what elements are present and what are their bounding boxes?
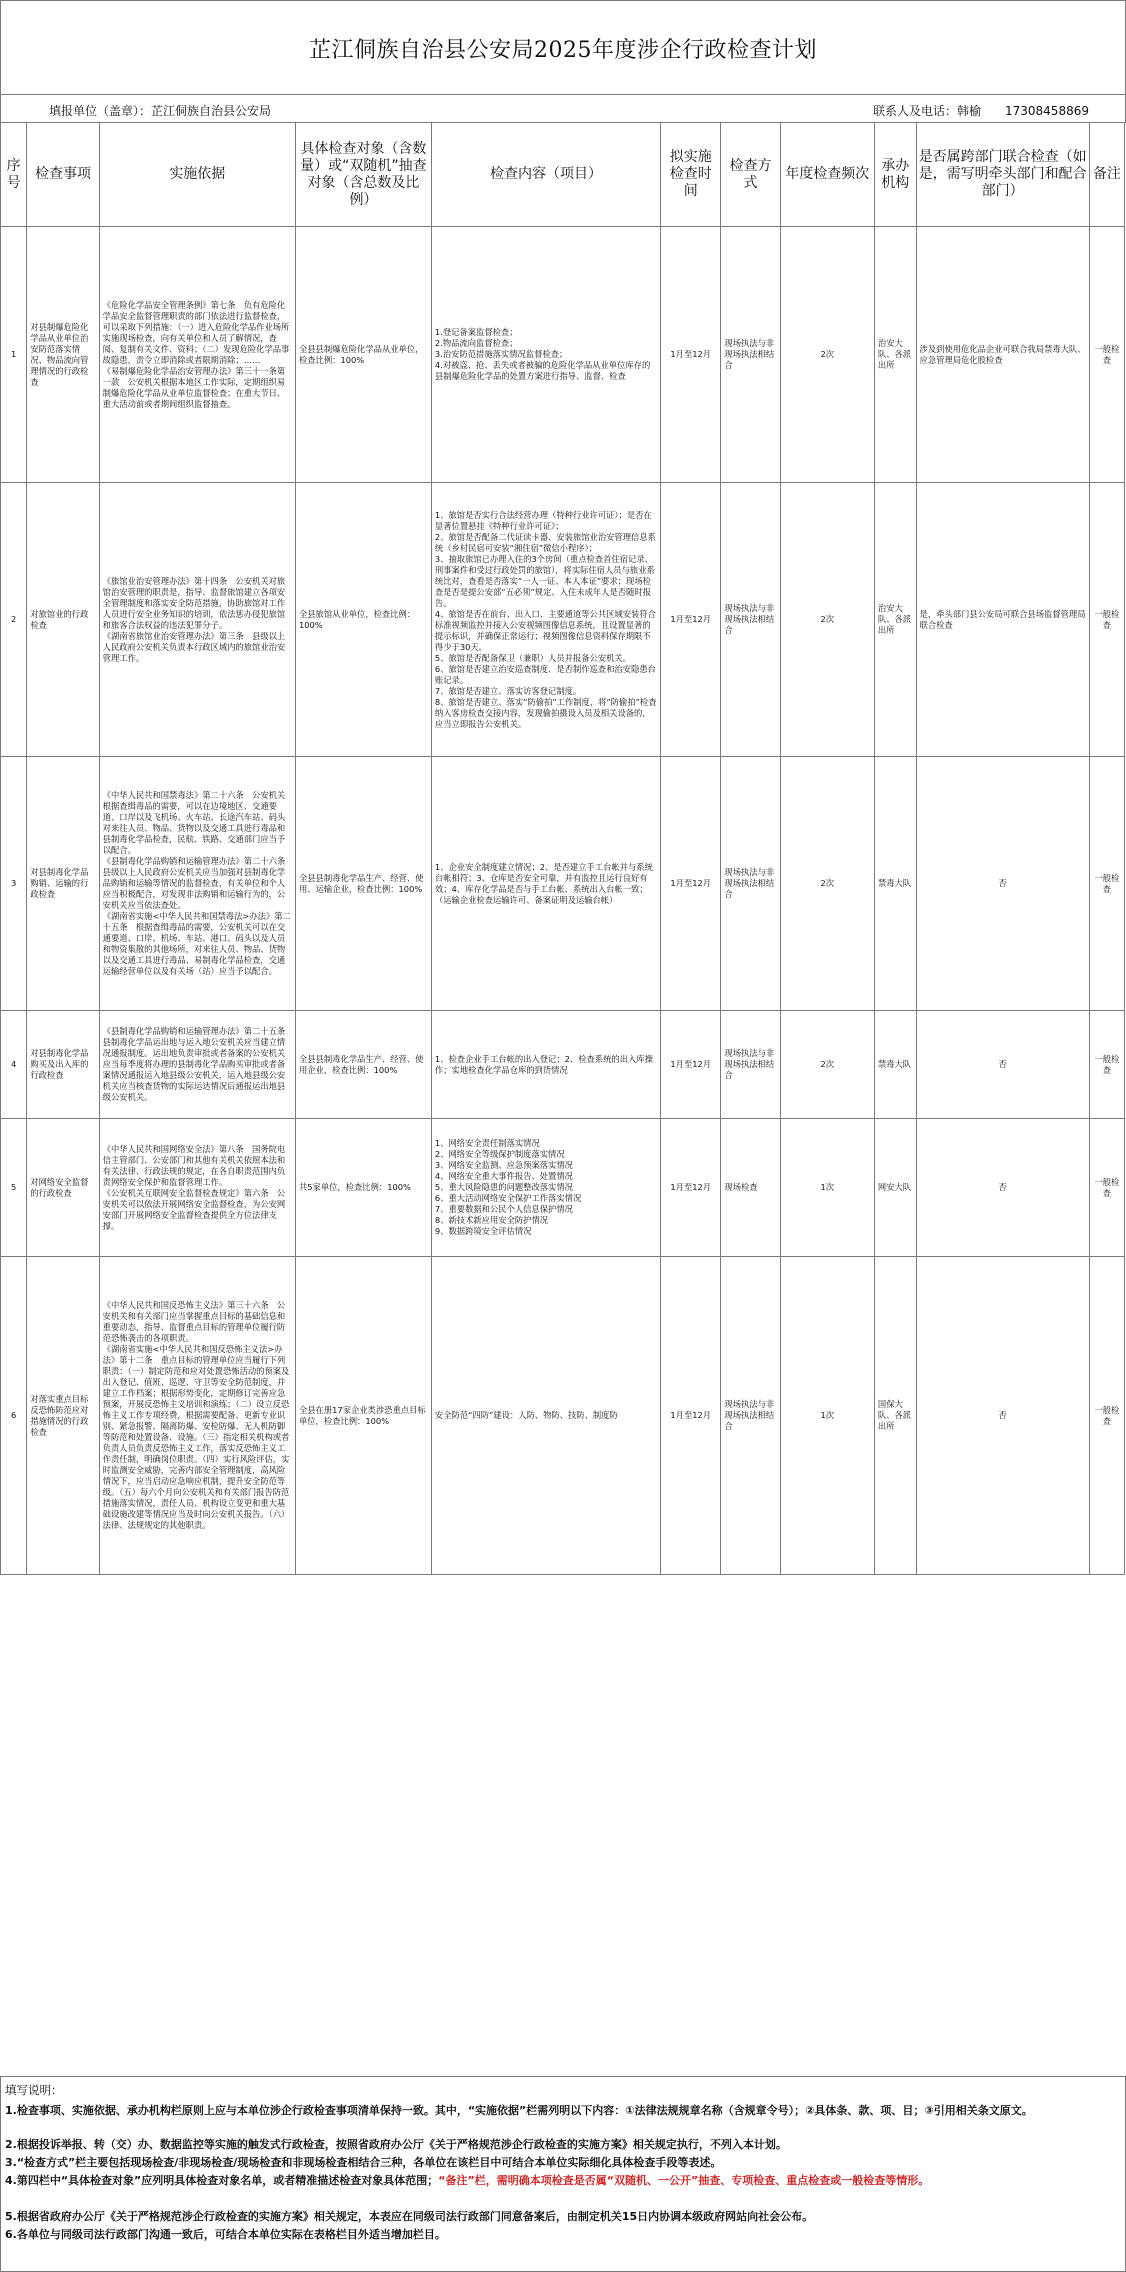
row-joint: 否 [916, 757, 1089, 1011]
row-remark: 一般检查 [1089, 1119, 1124, 1257]
row-content: 1、网络安全责任制落实情况 2、网络安全等级保护制度落实情况 3、网络安全监测、应急预案落实情况 4、网络安全重大事件报告、处置情况 5、重大风险隐患的问题整改落实情况 6、重大活动网络安全保护工作落实情况 7、重要数据和公民个人信息保护情况 8、新技术新应用安全防护情况 9、数据跨境安全评估情况 [431, 1119, 660, 1257]
instruction-4-remark: “备注”栏，需明确本项检查是否属“双随机、一公开”抽查、专项检查、重点检查或一般检查等情形。 [438, 2174, 930, 2187]
row-org: 禁毒大队 [874, 757, 916, 1011]
instruction-5: 5.根据省政府办公厅《关于严格规范涉企行政检查的实施方案》相关规定，本表应在同级司法行政部门同意备案后，由制定机关15日内协调本级政府网站向社会公布。 [5, 2210, 814, 2223]
row-org: 治安大队、各派出所 [874, 227, 916, 483]
instruction-3: 3.“检查方式”栏主要包括现场检查/非现场检查/现场检查和非现场检查相结合三种，各单位在该栏目中可结合本单位实际细化具体检查手段等表述。 [5, 2156, 722, 2169]
row-target: 全县旅馆从业单位，检查比例：100% [295, 483, 431, 757]
row-basis: 《县制毒化学品购销和运输管理办法》第二十五条 县制毒化学品运出地与运入地公安机关应当建立情况通报制度。运出地负责审批或者备案的公安机关应当每季度将办理的县制毒化学品购买审批或者备案情况通报运入地县级公安机关，运入地县级公安机关应当核查货物的实际运达情况后通报运出地县级公安机关。 [99, 1011, 295, 1119]
row-remark: 一般检查 [1089, 1011, 1124, 1119]
header-target: 具体检查对象（含数量）或“双随机”抽查对象（含总数及比例） [295, 123, 431, 227]
row-basis: 《旅馆业治安管理办法》第十四条 公安机关对旅馆治安管理的职责是，指导、监督旅馆建立各项安全管理制度和落实安全防范措施，协助旅馆对工作人员进行安全业务知识的培训，依法惩办侵犯旅馆和旅客合法权益的违法犯罪分子。 《湖南省旅馆业治安管理办法》第三条 县级以上人民政府公安机关负责本行政区域内的旅馆业治安管理工作。 [99, 483, 295, 757]
row-target: 全县县制爆危险化学品从业单位，检查比例：100% [295, 227, 431, 483]
title-row [0, 0, 1126, 95]
table-row [1, 1011, 1125, 1119]
row-target: 全县县制毒化学品生产、经营、使用、运输企业，检查比例：100% [295, 757, 431, 1011]
instructions-section [0, 2076, 1126, 2272]
row-remark: 一般检查 [1089, 227, 1124, 483]
row-method: 现场执法与非现场执法相结合 [721, 227, 780, 483]
filler-unit: 填报单位（盖章）：芷江侗族自治县公安局 [49, 104, 272, 118]
header-no: 序号 [1, 123, 27, 227]
row-target: 全县县制毒化学品生产、经营、使用企业，检查比例：100% [295, 1011, 431, 1119]
row-time: 1月至12月 [661, 757, 721, 1011]
row-joint: 否 [916, 1119, 1089, 1257]
row-no: 2 [1, 483, 27, 757]
row-item: 对县制毒化学品购销、运输的行政检查 [27, 757, 99, 1011]
header-item: 检查事项 [27, 123, 99, 227]
row-no: 3 [1, 757, 27, 1011]
page-title: 芷江侗族自治县公安局2025年度涉企行政检查计划 [309, 37, 817, 63]
row-org: 禁毒大队 [874, 1011, 916, 1119]
row-frequency: 2次 [780, 483, 874, 757]
table-header-row [1, 123, 1125, 227]
row-time: 1月至12月 [661, 1257, 721, 1575]
row-content: 1、企业安全制度建立情况；2、是否建立手工台帐并与系统台帐相符；3、仓库是否安全可靠，并有监控且运行良好有效；4、库存化学品是否与手工台帐、系统出入台帐一致；（运输企业检查运输许可、备案证明及运输台帐） [431, 757, 660, 1011]
row-item: 对旅馆业的行政检查 [27, 483, 99, 757]
row-basis: 《中华人民共和国网络安全法》第八条 国务院电信主管部门、公安部门和其他有关机关依照本法和有关法律、行政法规的规定，在各自职责范围内负责网络安全保护和监督管理工作。 《公安机关互联网安全监督检查规定》第六条 公安机关可以依法开展网络安全监督检查，为公安网安部门开展网络安全监督检查提供全方位法律支撑。 [99, 1119, 295, 1257]
row-no: 6 [1, 1257, 27, 1575]
contact-info: 联系人及电话：韩榆 17308458869 [873, 104, 1089, 118]
header-basis: 实施依据 [99, 123, 295, 227]
row-frequency: 2次 [780, 1011, 874, 1119]
row-time: 1月至12月 [661, 227, 721, 483]
row-method: 现场检查 [721, 1119, 780, 1257]
row-joint: 否 [916, 1257, 1089, 1575]
row-item: 对落实重点目标反恐怖防范应对措施情况的行政检查 [27, 1257, 99, 1575]
row-basis: 《中华人民共和国反恐怖主义法》第三十六条 公安机关和有关部门应当掌握重点目标的基础信息和重要动态，指导、监督重点目标的管理单位履行防范恐怖袭击的各项职责。 《湖南省实施<中华人民共和国反恐怖主义法>办法》第十二条 重点目标的管理单位应当履行下列职责：（一）制定防范和应对处置恐怖活动的预案及出入登记、值班、巡逻、守卫等安全防范制度，并建立工作档案；根据形势变化，定期修订完善应急预案，开展反恐怖主义培训和演练；（二）设立反恐怖主义工作专项经费，根据需要配备、更新专业识别、紧急报警、隔离防爆、安检防爆、无人机防御等防范和处置设备、设施。（三）指定相关机构或者负责人员负责反恐怖主义工作，落实反恐怖主义工作责任制，明确岗位职责。（四）实行风险评估，实时监测安全威胁，完善内部安全管理制度，高风险情况下，应当启动应急响应机制，提升安全防范等级。（五）每六个月向公安机关和有关部门报告防范措施落实情况，责任人员、机构设立变更和重大基础设施改建等情况应当及时向公安机关报告。（六）法律、法规规定的其他职责。 [99, 1257, 295, 1575]
row-no: 1 [1, 227, 27, 483]
row-basis: 《危险化学品安全管理条例》第七条 负有危险化学品安全监督管理职责的部门依法进行监督检查，可以采取下列措施：（一）进入危险化学品作业场所实施现场检查，向有关单位和人员了解情况，查阅、复制有关文件、资料；（二）发现危险化学品事故隐患，责令立即消除或者限期消除；…… 《易制爆危险化学品治安管理办法》第三十一条第一款 公安机关根据本地区工作实际，定期组织易制爆危险化学品从业单位监督检查；在重大节日、重大活动前或者期间组织监督抽查。 [99, 227, 295, 483]
row-no: 4 [1, 1011, 27, 1119]
header-content: 检查内容（项目） [431, 123, 660, 227]
row-frequency: 2次 [780, 227, 874, 483]
row-target: 全县在册17家企业类涉恐重点目标单位，检查比例：100% [295, 1257, 431, 1575]
row-time: 1月至12月 [661, 1119, 721, 1257]
row-frequency: 1次 [780, 1119, 874, 1257]
row-method: 现场执法与非现场执法相结合 [721, 1011, 780, 1119]
row-method: 现场执法与非现场执法相结合 [721, 1257, 780, 1575]
instruction-1: 1.检查事项、实施依据、承办机构栏原则上应与本单位涉企行政检查事项清单保持一致。其中，“实施依据”栏需列明以下内容：①法律法规规章名称（含规章令号）；②具体条、款、项、目；③引用相关条文原文。 [5, 2104, 1033, 2117]
row-item: 对县制毒化学品购买及出入库的行政检查 [27, 1011, 99, 1119]
instruction-4-main: 4.第四栏中“具体检查对象”应列明具体检查对象名单，或者精准描述检查对象具体范围； [5, 2174, 439, 2187]
row-content: 安全防范“四防”建设：人防、物防、技防、制度防 [431, 1257, 660, 1575]
row-content: 1、旅馆是否实行合法经营办理（特种行业许可证）；是否在显著位置悬挂《特种行业许可证》； 2、旅馆是否配备二代证读卡器、安装旅馆业治安管理信息系统（乡村民宿可安装“湘住宿”微信小程序）； 3、抽取旅馆已办理入住的3个房间（重点检查首住宿记录、刑事案件和受过行政处罚的旅馆），将实际住宿人员与旅业系统比对，查看是否落实“一人一证、本人本证”要求；现场检查是否是提公安部“五必须”规定、入住未成年人是否随时报告。 4、旅馆是否在前台、出入口、主要通道等公共区域安装符合标准视频监控并接入公安视频图像信息系统，且设置显著的提示标识，并确保正常运行；视频图像信息资料保存期限不得少于30天。 5、旅馆是否配备保卫（兼职）人员并报备公安机关。 6、旅馆是否建立治安巡查制度、是否制作巡查和治安隐患台账记录。 7、旅馆是否建立、落实访客登记制度。 8、旅馆是否建立、落实“防偷拍”工作制度，将“防偷拍”检查纳入客房检查交接内容，发现偷拍摄设入员及相关设备的，应当立即报告公安机关。 [431, 483, 660, 757]
row-org: 国保大队、各派出所 [874, 1257, 916, 1575]
row-joint: 涉及到使用危化品企业可联合我局禁毒大队、应急管理局危化股检查 [916, 227, 1089, 483]
row-content: 1、检查企业手工台帐的出入登记；2、检查系统的出入库操作；实地检查化学品仓库的到货情况 [431, 1011, 660, 1119]
row-joint: 否 [916, 1011, 1089, 1119]
row-target: 共5家单位，检查比例：100% [295, 1119, 431, 1257]
row-time: 1月至12月 [661, 1011, 721, 1119]
table-row [1, 1119, 1125, 1257]
row-basis: 《中华人民共和国禁毒法》第二十六条 公安机关根据查缉毒品的需要，可以在边境地区、交通要道、口岸以及飞机场、火车站、长途汽车站、码头对来往人员、物品、货物以及交通工具进行毒品和县制毒化学品检查，民航、铁路、交通部门应当予以配合。 《县制毒化学品购销和运输管理办法》第二十六条 县级以上人民政府公安机关应当加强对县制毒化学品购销和运输等情况的监督检查，有关单位和个人应当积极配合，对发现非法购销和运输行为的，公安机关应当依法查处。 《湖南省实施<中华人民共和国禁毒法>办法》第二十五条 根据查缉毒品的需要，公安机关可以在交通要道、口岸、机场、车站、港口、码头以及人员和物资集散的其他场所，对来往人员、物品、货物以及交通工具进行毒品、易制毒化学品检查，交通运输经营单位以及有关场（站）应当予以配合。 [99, 757, 295, 1011]
instruction-6: 6.各单位与同级司法行政部门沟通一致后，可结合本单位实际在表格栏目外适当增加栏目。 [5, 2228, 446, 2241]
header-org: 承办机构 [874, 123, 916, 227]
table-row [1, 1257, 1125, 1575]
row-no: 5 [1, 1119, 27, 1257]
row-item: 对网络安全监督的行政检查 [27, 1119, 99, 1257]
instructions-title: 填写说明： [5, 2083, 63, 2097]
row-frequency: 2次 [780, 757, 874, 1011]
row-remark: 一般检查 [1089, 483, 1124, 757]
row-method: 现场执法与非现场执法相结合 [721, 483, 780, 757]
header-time: 拟实施检查时间 [661, 123, 721, 227]
instruction-4 [5, 2173, 1117, 2189]
header-method: 检查方式 [721, 123, 780, 227]
row-frequency: 1次 [780, 1257, 874, 1575]
row-remark: 一般检查 [1089, 1257, 1124, 1575]
header-joint: 是否属跨部门联合检查（如是，需写明牵头部门和配合部门） [916, 123, 1089, 227]
row-method: 现场执法与非现场执法相结合 [721, 757, 780, 1011]
inspection-plan-table [0, 122, 1125, 1575]
header-frequency: 年度检查频次 [780, 123, 874, 227]
table-row [1, 483, 1125, 757]
instruction-2: 2.根据投诉举报、转（交）办、数据监控等实施的触发式行政检查，按照省政府办公厅《关于严格规范涉企行政检查的实施方案》相关规定执行，不列入本计划。 [5, 2138, 787, 2151]
row-item: 对县制爆危险化学品从业单位治安防范落实情况、物品流向管理情况的行政检查 [27, 227, 99, 483]
row-content: 1.登记备案监督检查； 2.物品流向监督检查； 3.治安防范措施落实情况监督检查； 4.对被盗、抢、丢失或者被骗的危险化学品从业单位库存的县制爆危险化学品的处置方案进行指导、监督、检查 [431, 227, 660, 483]
meta-row [0, 94, 1126, 123]
row-remark: 一般检查 [1089, 757, 1124, 1011]
row-joint: 是，牵头部门县公安局可联合县场监督管理局联合检查 [916, 483, 1089, 757]
table-row [1, 227, 1125, 483]
table-row [1, 757, 1125, 1011]
row-org: 网安大队 [874, 1119, 916, 1257]
row-time: 1月至12月 [661, 483, 721, 757]
header-remark: 备注 [1089, 123, 1124, 227]
row-org: 治安大队、各派出所 [874, 483, 916, 757]
